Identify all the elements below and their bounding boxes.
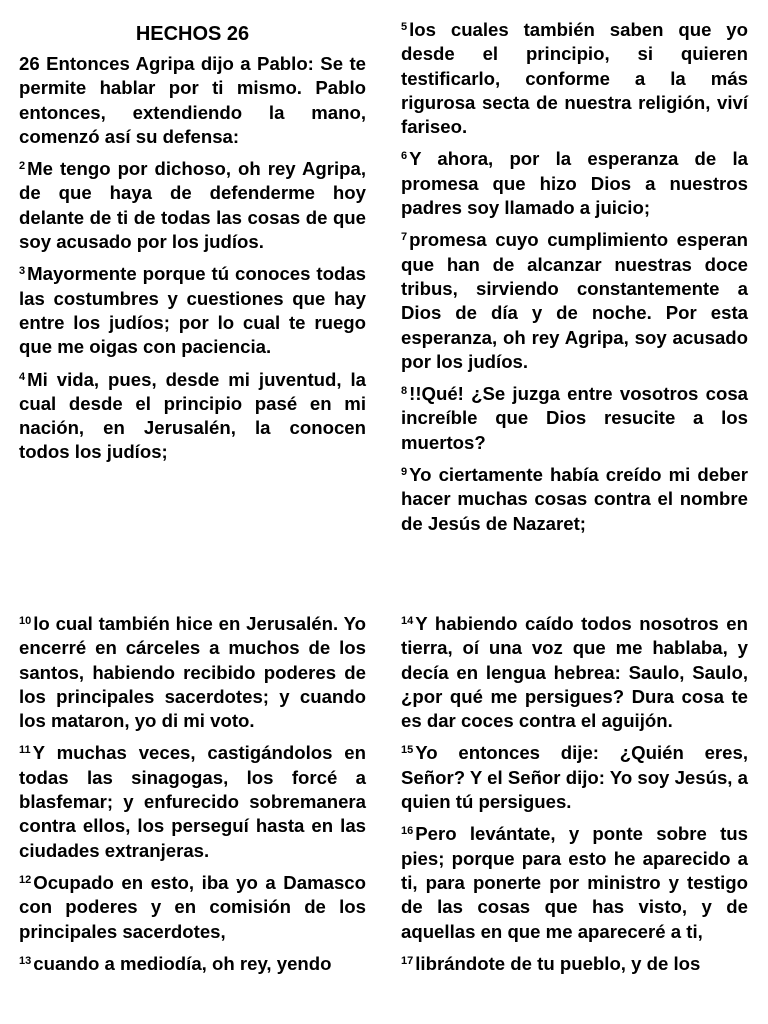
verse-text: !!Qué! ¿Se juzga entre vosotros cosa increíble que Dios resucite a los muertos? [401, 383, 748, 453]
column-bottom-right [401, 612, 748, 984]
verse-text: Pero levántate, y ponte sobre tus pies; porque para esto he aparecido a ti, para ponerte por ministro y testigo de las cosas que has visto, y de aquellas en que me apareceré a ti, [401, 823, 748, 942]
verse [401, 18, 748, 139]
verse [401, 463, 748, 536]
verse [401, 382, 748, 455]
verse-number: 13 [19, 954, 32, 967]
verse-number: 15 [401, 744, 414, 757]
verse-text: Mi vida, pues, desde mi juventud, la cual desde el principio pasé en mi nación, en Jerusalén, la conocen todos los judíos; [19, 368, 366, 463]
verse-text: Me tengo por dichoso, oh rey Agripa, de que haya de defenderme hoy delante de ti de todas las cosas de que soy acusado por los judíos. [19, 158, 366, 253]
verse-text: Y muchas veces, castigándolos en todas las sinagogas, los forcé a blasfemar; y enfurecido sobremanera contra ellos, los perseguí hasta en las ciudades extranjeras. [19, 742, 366, 861]
verse [19, 952, 366, 976]
verse-number: 8 [401, 385, 408, 398]
verse-number: 4 [19, 370, 26, 383]
verse [401, 952, 748, 976]
verses [19, 52, 366, 465]
verse [19, 52, 366, 149]
verse-number: 16 [401, 825, 414, 838]
verses [401, 612, 748, 976]
verse [401, 612, 748, 733]
verse-number: 7 [401, 231, 408, 244]
verse [19, 262, 366, 359]
verse-text: los cuales también saben que yo desde el principio, si quieren testificarlo, conforme a la más rigurosa secta de nuestra religión, viví fariseo. [401, 19, 748, 138]
verse-number: 3 [19, 265, 26, 278]
verse [401, 228, 748, 374]
column-bottom-left [19, 612, 366, 984]
chapter-title: HECHOS 26 [135, 23, 250, 45]
verse [19, 612, 366, 733]
verse-text: Ocupado en esto, iba yo a Damasco con poderes y en comisión de los principales sacerdotes, [19, 871, 366, 942]
verse-text: Y ahora, por la esperanza de la promesa que hizo Dios a nuestros padres soy llamado a juicio; [401, 148, 748, 219]
verse [19, 368, 366, 465]
verse-number: 17 [401, 954, 414, 967]
verse-text: promesa cuyo cumplimiento esperan que han de alcanzar nuestras doce tribus, sirviendo constantemente a Dios de día y de noche. Por esta esperanza, oh rey Agripa, soy acusado por los judíos. [401, 229, 748, 372]
verse [19, 741, 366, 862]
verse-number: 11 [19, 744, 31, 757]
verse-text: Yo ciertamente había creído mi deber hacer muchas cosas contra el nombre de Jesús de Nazaret; [401, 464, 748, 534]
verse-number: 5 [401, 21, 408, 33]
verses [401, 18, 748, 536]
verse-text: cuando a mediodía, oh rey, yendo [33, 952, 332, 974]
column-top-right [401, 18, 748, 544]
verse-number: 2 [19, 160, 26, 173]
verse [401, 822, 748, 943]
verse-number: 6 [401, 150, 408, 163]
verse-number: 9 [401, 466, 408, 479]
column-top-left [19, 21, 366, 473]
verse [19, 871, 366, 944]
verse-text: Mayormente porque tú conoces todas las costumbres y cuestiones que hay entre los judíos; por lo cual te ruego que me oigas con paciencia. [19, 263, 366, 358]
verse [401, 147, 748, 220]
verse-text: librándote de tu pueblo, y de los [415, 952, 701, 974]
verse-text: 26 Entonces Agripa dijo a Pablo: Se te permite hablar por ti mismo. Pablo entonces, extendiendo la mano, comenzó así su defensa: [19, 53, 366, 147]
verse [401, 741, 748, 814]
verse [19, 157, 366, 254]
verse-number: 14 [401, 615, 414, 627]
verse-number: 12 [19, 873, 32, 886]
verse-text: Yo entonces dije: ¿Quién eres, Señor? Y el Señor dijo: Yo soy Jesús, a quien tú persigues. [401, 742, 748, 813]
verse-number: 10 [19, 615, 32, 627]
verse-text: lo cual también hice en Jerusalén. Yo encerré en cárceles a muchos de los santos, habiendo recibido poderes de los principales sacerdotes; y cuando los mataron, yo di mi voto. [19, 613, 366, 732]
verses [19, 612, 366, 976]
verse-text: Y habiendo caído todos nosotros en tierra, oí una voz que me hablaba, y decía en lengua hebrea: Saulo, Saulo, ¿por qué me persigues? Dura cosa te es dar coces contra el aguijón. [401, 613, 748, 732]
